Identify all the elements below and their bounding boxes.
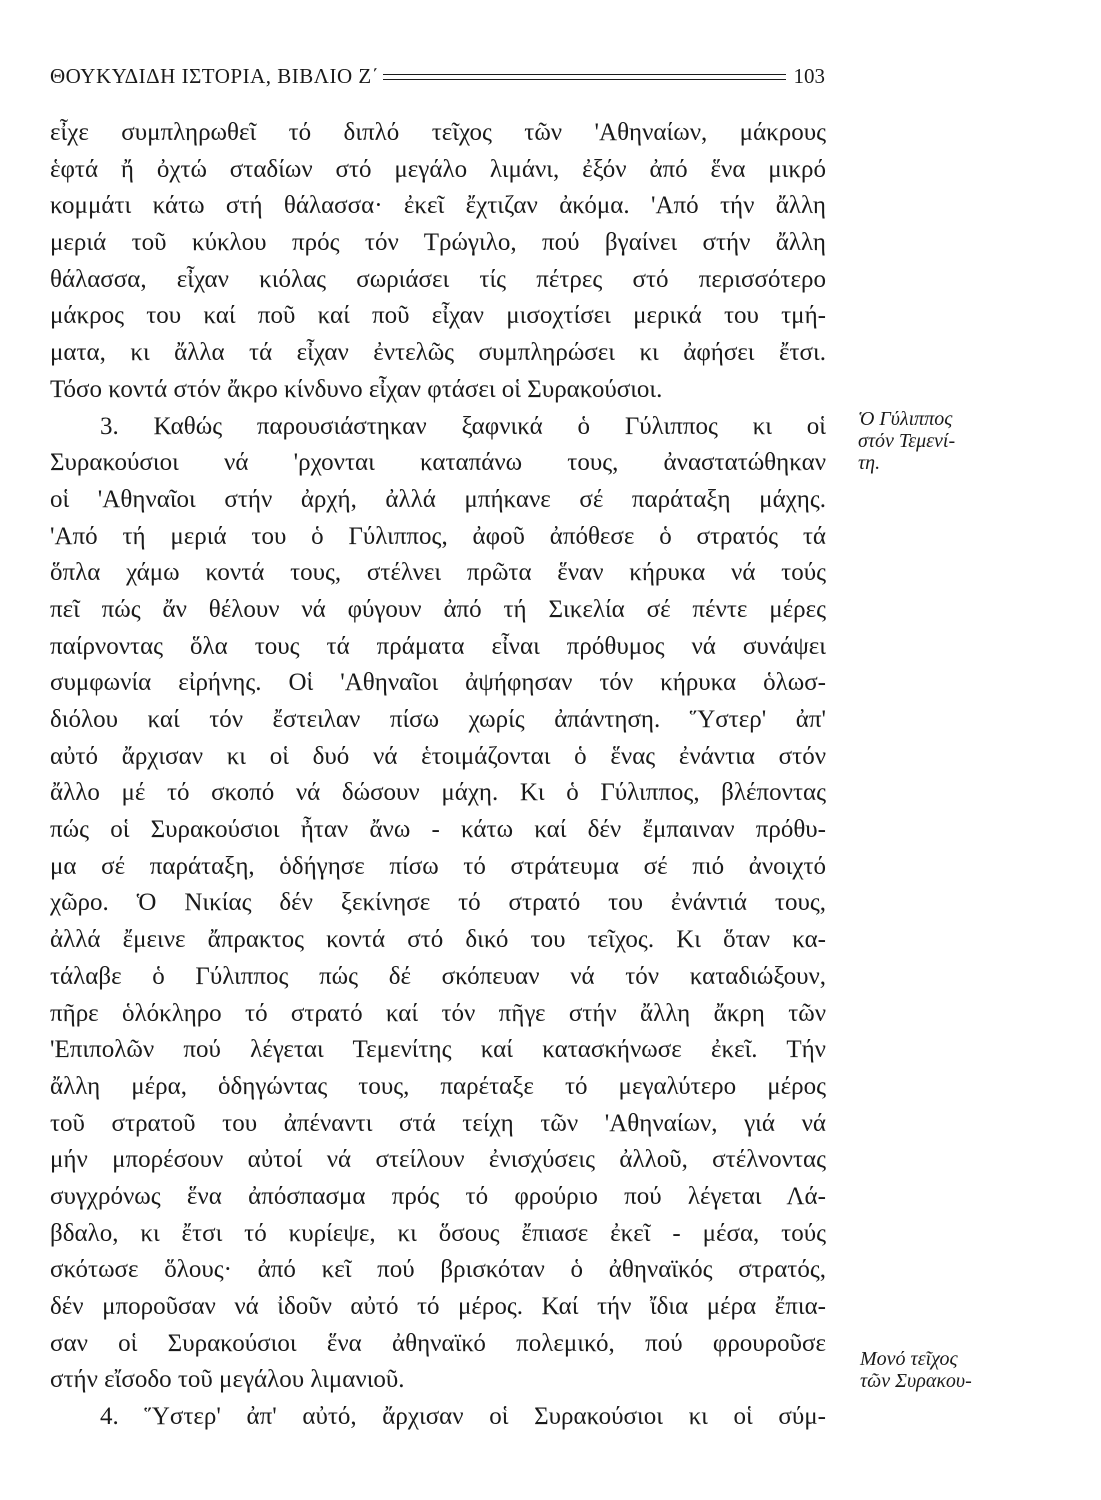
text-line: σαν οἱ Συρακούσιοι ἕνα ἀθηναϊκό πολεμικό, πού φρουροῦσε xyxy=(50,1329,826,1357)
margin-note-single-wall xyxy=(860,1348,1040,1392)
text-line: ἑφτά ἤ ὀχτώ σταδίων στό μεγάλο λιμάνι, ἐξόν ἀπό ἕνα μικρό xyxy=(50,155,826,183)
text-line: ματα, κι ἄλλα τά εἶχαν ἐντελῶς συμπληρώσει κι ἀφήσει ἔτσι. xyxy=(50,339,826,367)
text-line: πώς οἱ Συρακούσιοι ἦταν ἄνω - κάτω καί δέν ἔμπαιναν πρόθυ- xyxy=(50,816,826,844)
text-line: Συρακούσιοι νά 'ρχονται καταπάνω τους, ἀναστατώθηκαν xyxy=(50,449,826,477)
page-number: 103 xyxy=(793,63,825,88)
text-line: μα σέ παράταξη, ὁδήγησε πίσω τό στράτευμα σέ πιό ἀνοιχτό xyxy=(50,852,826,880)
text-line: παίρνοντας ὅλα τους τά πράματα εἶναι πρόθυμος νά συνάψει xyxy=(50,632,826,660)
text-line: στήν εἴσοδο τοῦ μεγάλου λιμανιοῦ. xyxy=(50,1366,405,1394)
text-line: διόλου καί τόν ἔστειλαν πίσω χωρίς ἀπάντηση. Ὕστερ' ἀπ' xyxy=(50,706,826,733)
text-line: μήν μπορέσουν αὐτοί νά στείλουν ἐνισχύσεις ἀλλοῦ, στέλνοντας xyxy=(50,1146,826,1174)
text-line: θάλασσα, εἶχαν κιόλας σωριάσει τίς πέτρες στό περισσότερο xyxy=(50,265,826,293)
text-line: 'Από τή μεριά του ὁ Γύλιππος, ἀφοῦ ἀπόθεσε ὁ στρατός τά xyxy=(50,522,826,550)
text-line: χῶρο. Ὁ Νικίας δέν ξεκίνησε τό στρατό του ἐνάντιά τους, xyxy=(50,889,826,917)
text-line: κομμάτι κάτω στή θάλασσα· ἐκεῖ ἔχτιζαν ἀκόμα. 'Από τήν ἄλλη xyxy=(50,192,826,220)
paragraph-3-start: 3. Καθώς παρουσιάστηκαν ξαφνικά ὁ Γύλιππος κι οἱ xyxy=(100,412,826,440)
text-line: Τόσο κοντά στόν ἄκρο κίνδυνο εἶχαν φτάσει οἱ Συρακούσιοι. xyxy=(50,375,663,403)
running-header xyxy=(50,58,825,94)
text-line: ἄλλο μέ τό σκοπό νά δώσουν μάχη. Κι ὁ Γύλιππος, βλέποντας xyxy=(50,779,826,807)
text-line: συμφωνία εἰρήνης. Οἱ 'Αθηναῖοι ἀψήφησαν τόν κήρυκα ὁλωσ- xyxy=(50,669,826,697)
running-head-title: ΘΟΥΚΥΔΙΔΗ ΙΣΤΟΡΙΑ, ΒΙΒΛΙΟ Ζ΄ xyxy=(50,63,380,88)
margin-note-line: τῶν Συρακου- xyxy=(860,1370,972,1392)
text-line: μάκρος του καί ποῦ καί ποῦ εἶχαν μισοχτίσει μερικά του τμή- xyxy=(50,302,826,330)
margin-note-line: τη. xyxy=(858,452,881,474)
text-line: συγχρόνως ἕνα ἀπόσπασμα πρός τό φρούριο πού λέγεται Λά- xyxy=(50,1182,826,1210)
margin-note-gylippos xyxy=(858,408,1038,474)
text-line: τάλαβε ὁ Γύλιππος πώς δέ σκόπευαν νά τόν καταδιώξουν, xyxy=(50,962,826,990)
margin-note-line: Μονό τεῖχος xyxy=(860,1348,958,1370)
text-line: πεῖ πώς ἄν θέλουν νά φύγουν ἀπό τή Σικελία σέ πέντε μέρες xyxy=(50,595,826,623)
margin-note-line: στόν Τεμενί- xyxy=(858,430,956,452)
text-line: οἱ 'Αθηναῖοι στήν ἀρχή, ἀλλά μπήκανε σέ παράταξη μάχης. xyxy=(50,485,826,513)
text-line: αὐτό ἄρχισαν κι οἱ δυό νά ἑτοιμάζονται ὁ ἕνας ἐνάντια στόν xyxy=(50,742,826,770)
text-line: σκότωσε ὅλους· ἀπό κεῖ πού βρισκόταν ὁ ἀθηναϊκός στρατός, xyxy=(50,1256,826,1284)
text-line: ἀλλά ἔμεινε ἄπρακτος κοντά στό δικό του τεῖχος. Κι ὅταν κα- xyxy=(50,926,826,954)
main-text-block xyxy=(50,115,826,1436)
text-line: δέν μποροῦσαν νά ἰδοῦν αὐτό τό μέρος. Καί τήν ἴδια μέρα ἔπια- xyxy=(50,1293,826,1320)
text-line: ὅπλα χάμω κοντά τους, στέλνει πρῶτα ἕναν κήρυκα νά τούς xyxy=(50,559,826,587)
text-line: πῆρε ὁλόκληρο τό στρατό καί τόν πῆγε στήν ἄλλη ἄκρη τῶν xyxy=(50,999,826,1027)
margin-note-line: Ὁ Γύλιππος xyxy=(858,408,953,430)
paragraph-4-start: 4. Ὕστερ' ἀπ' αὐτό, ἄρχισαν οἱ Συρακούσιοι κι οἱ σύμ- xyxy=(100,1403,826,1431)
text-line: μεριά τοῦ κύκλου πρός τόν Τρώγιλο, πού βγαίνει στήν ἄλλη xyxy=(50,229,826,257)
text-line: ἄλλη μέρα, ὁδηγώντας τους, παρέταξε τό μεγαλύτερο μέρος xyxy=(50,1072,826,1100)
text-line: 'Επιπολῶν πού λέγεται Τεμενίτης καί κατασκήνωσε ἐκεῖ. Τήν xyxy=(50,1036,826,1064)
text-line: εἶχε συμπληρωθεῖ τό διπλό τεῖχος τῶν 'Αθηναίων, μάκρους xyxy=(50,119,826,146)
text-line: βδαλο, κι ἔτσι τό κυρίεψε, κι ὅσους ἔπιασε ἐκεῖ - μέσα, τούς xyxy=(50,1219,826,1247)
text-line: τοῦ στρατοῦ του ἀπέναντι στά τείχη τῶν 'Αθηναίων, γιά νά xyxy=(50,1109,826,1137)
header-double-rule xyxy=(383,74,785,80)
